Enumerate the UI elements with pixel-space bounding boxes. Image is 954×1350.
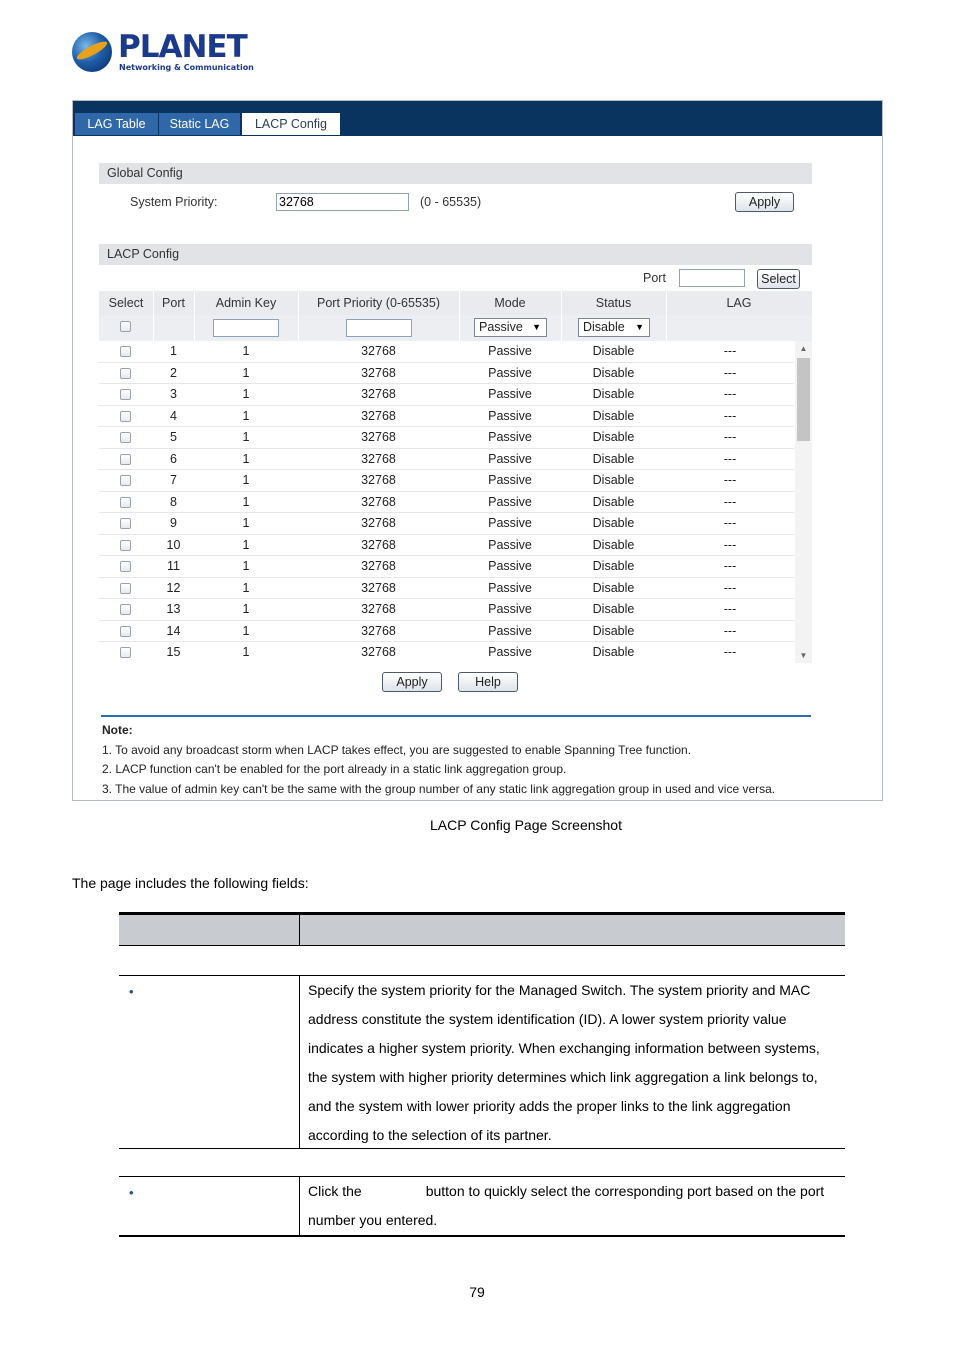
cell-port: 9 [170,516,177,530]
cell-port: 11 [167,559,180,573]
cell-status: Disable [592,537,635,552]
table-row[interactable] [99,363,794,385]
cell-lag: --- [723,408,737,423]
cell-lag: --- [723,344,737,358]
cell-lag: --- [723,387,737,401]
col-status: Status [595,296,632,310]
cell-status: Disable [592,494,635,509]
row-select-checkbox[interactable] [120,346,131,357]
cell-admin-key: 1 [242,516,250,530]
row-select-checkbox[interactable] [120,540,131,551]
cell-lag: --- [723,473,737,487]
cell-status: Disable [592,473,635,487]
port-label: Port [643,271,666,285]
cell-status: Disable [592,365,635,380]
cell-admin-key: 1 [242,408,250,423]
cell-lag: --- [723,623,737,638]
cell-admin-key: 1 [242,365,250,380]
cell-port: 1 [170,344,177,358]
cell-status: Disable [592,344,635,358]
cell-admin-key: 1 [242,451,250,466]
cell-status: Disable [592,408,635,423]
table-row[interactable] [99,578,794,600]
cell-status: Disable [592,516,635,530]
col-port: Port [162,296,185,310]
cell-admin-key: 1 [242,344,250,358]
cell-port: 4 [170,408,177,423]
row-select-checkbox[interactable] [120,411,131,422]
cell-status: Disable [592,645,635,659]
global-config-header: Global Config [99,163,812,184]
cell-status: Disable [592,387,635,401]
table-rule [119,945,845,946]
cell-mode: Passive [488,365,532,380]
cell-priority: 32768 [361,623,396,638]
table-row[interactable] [99,341,794,363]
cell-mode: Passive [488,645,532,659]
note-item: 1. To avoid any broadcast storm when LACP takes effect, you are suggested to enable Spanning Tree function. [102,743,692,757]
cell-admin-key: 1 [242,387,250,401]
cell-admin-key: 1 [242,580,250,595]
row-select-checkbox[interactable] [120,626,131,637]
cell-port: 8 [170,494,177,509]
cell-priority: 32768 [361,559,396,573]
table-row[interactable] [99,449,794,471]
tab-bar [73,101,882,136]
cell-admin-key: 1 [242,494,250,509]
cell-port: 13 [166,602,181,616]
cell-admin-key: 1 [242,623,250,638]
global-apply-button[interactable]: Apply [735,192,794,212]
cell-port: 15 [166,645,181,659]
col-port-priority: Port Priority (0-65535) [317,296,440,310]
cell-priority: 32768 [361,494,396,509]
table-row[interactable] [99,492,794,514]
cell-mode: Passive [488,344,532,358]
cell-priority: 32768 [361,451,396,466]
bulk-edit-row [99,315,812,341]
cell-priority: 32768 [361,408,396,423]
cell-port: 12 [166,580,181,595]
col-divider [666,291,667,341]
cell-port: 2 [170,365,177,380]
cell-priority: 32768 [361,344,396,358]
cell-mode: Passive [488,559,532,573]
row-select-checkbox[interactable] [120,432,131,443]
cell-lag: --- [723,537,737,552]
row-select-checkbox[interactable] [120,475,131,486]
system-priority-input[interactable] [276,193,409,211]
row-select-checkbox[interactable] [120,518,131,529]
note-item: 3. The value of admin key can't be the same with the group number of any static link aggregation group in used and vice versa. [102,782,776,796]
cell-mode: Passive [488,537,532,552]
cell-mode: Passive [488,451,532,466]
table-row[interactable] [99,642,794,663]
figure-caption: LACP Config Page Screenshot [430,817,622,833]
col-divider [153,291,154,341]
cell-port: 3 [170,387,177,401]
tab-static-lag[interactable]: Static LAG [159,113,240,135]
cell-lag: --- [723,559,737,573]
row-select-checkbox[interactable] [120,454,131,465]
logo-wordmark: PLANET [118,29,247,65]
cell-admin-key: 1 [242,602,250,616]
col-mode: Mode [494,296,526,310]
port-table [99,341,794,663]
table-divider [299,915,300,946]
cell-port: 7 [170,473,177,487]
field-table-header [119,915,845,946]
description-pre: Click the [308,1183,362,1199]
tab-lag-table[interactable]: LAG Table [75,113,158,135]
bulk-mode-select[interactable] [474,318,547,337]
cell-mode: Passive [488,473,532,487]
cell-mode: Passive [488,494,532,509]
cell-port: 14 [166,623,181,638]
planet-logo [72,29,254,76]
field-description: Specify the system priority for the Managed Switch. The system priority and MAC address constitute the system identification (ID). A lower system priority value indicates a higher system priority. When exchanging information between systems, the system with higher priority determines which link aggregation a link belongs to, and the system with lower priority adds the proper links to the link aggregation according to the selection of its partner. [308,982,820,1143]
cell-priority: 32768 [361,387,396,401]
cell-lag: --- [723,645,737,659]
col-divider [459,291,460,341]
cell-priority: 32768 [361,602,396,616]
note-item: 2. LACP function can't be enabled for the port already in a static link aggregation group. [102,762,567,776]
row-select-checkbox[interactable] [120,604,131,615]
cell-status: Disable [592,430,635,444]
apply-button[interactable]: Apply [382,672,442,692]
tab-lacp-config[interactable]: LACP Config [242,113,340,135]
lacp-config-screenshot [72,100,883,801]
cell-lag: --- [723,602,737,616]
table-divider [299,1176,300,1236]
row-select-checkbox[interactable] [120,647,131,658]
cell-admin-key: 1 [242,645,250,659]
cell-mode: Passive [488,408,532,423]
system-priority-range: (0 - 65535) [420,195,482,209]
cell-port: 10 [166,537,181,552]
system-priority-label: System Priority: [130,195,218,209]
table-rule [119,1235,845,1237]
page-number: 79 [469,1284,485,1300]
bulk-status-value: Disable [583,320,625,334]
row-select-checkbox[interactable] [120,368,131,379]
cell-lag: --- [723,365,737,380]
bulk-mode-value: Passive [479,320,523,334]
row-select-checkbox[interactable] [120,583,131,594]
cell-priority: 32768 [361,473,396,487]
note-title: Note: [102,723,133,737]
cell-admin-key: 1 [242,537,250,552]
bulk-priority-input[interactable] [346,319,412,337]
bulk-status-select[interactable] [578,318,650,337]
col-admin-key: Admin Key [215,296,277,310]
lacp-config-header: LACP Config [99,244,812,265]
scroll-up-icon[interactable]: ▲ [799,344,808,353]
cell-status: Disable [592,580,635,595]
row-select-checkbox[interactable] [120,389,131,400]
cell-mode: Passive [488,430,532,444]
cell-priority: 32768 [361,537,396,552]
table-rule [119,1148,845,1149]
cell-status: Disable [592,602,635,616]
table-row[interactable] [99,599,794,621]
help-button[interactable]: Help [458,672,518,692]
globe-icon [72,32,112,72]
col-select: Select [108,296,144,310]
cell-admin-key: 1 [242,559,250,573]
table-row[interactable] [99,621,794,643]
row-select-checkbox[interactable] [120,561,131,572]
cell-mode: Passive [488,623,532,638]
cell-lag: --- [723,430,737,444]
cell-mode: Passive [488,387,532,401]
cell-mode: Passive [488,516,532,530]
table-row[interactable] [99,535,794,557]
port-select-button[interactable]: Select [757,269,800,289]
table-row[interactable] [99,556,794,578]
table-row[interactable] [99,406,794,428]
cell-priority: 32768 [361,580,396,595]
table-row[interactable] [99,427,794,449]
cell-lag: --- [723,451,737,466]
cell-admin-key: 1 [242,430,250,444]
bullet-icon: • [129,984,134,999]
cell-lag: --- [723,580,737,595]
dropdown-arrow-icon: ▼ [635,322,644,332]
note-divider [101,715,811,717]
cell-priority: 32768 [361,645,396,659]
cell-lag: --- [723,494,737,509]
cell-priority: 32768 [361,430,396,444]
description-post: button to quickly select the corresponding port based on the port number you entered. [308,1183,825,1228]
scroll-thumb[interactable] [797,358,810,441]
table-row[interactable] [99,513,794,535]
cell-port: 5 [170,430,177,444]
bullet-icon: • [129,1185,134,1200]
cell-mode: Passive [488,602,532,616]
col-divider [561,291,562,341]
row-select-checkbox[interactable] [120,497,131,508]
table-scrollbar[interactable] [795,341,812,663]
select-all-checkbox[interactable] [120,321,131,332]
dropdown-arrow-icon: ▼ [532,322,541,332]
col-lag: LAG [726,296,752,310]
col-divider [194,291,195,341]
port-input[interactable] [679,269,745,287]
table-row[interactable] [99,384,794,406]
intro-text: The page includes the following fields: [72,875,309,891]
col-divider [298,291,299,341]
cell-mode: Passive [488,580,532,595]
cell-status: Disable [592,559,635,573]
table-divider [299,975,300,1149]
cell-priority: 32768 [361,365,396,380]
cell-port: 6 [170,451,177,466]
bulk-admin-key-input[interactable] [213,319,279,337]
cell-admin-key: 1 [242,473,250,487]
logo-tagline: Networking & Communication [119,63,254,72]
field-description [308,1177,840,1235]
table-row[interactable] [99,470,794,492]
cell-priority: 32768 [361,516,396,530]
cell-lag: --- [723,516,737,530]
cell-status: Disable [592,623,635,638]
cell-status: Disable [592,451,635,466]
scroll-down-icon[interactable]: ▼ [799,651,808,660]
